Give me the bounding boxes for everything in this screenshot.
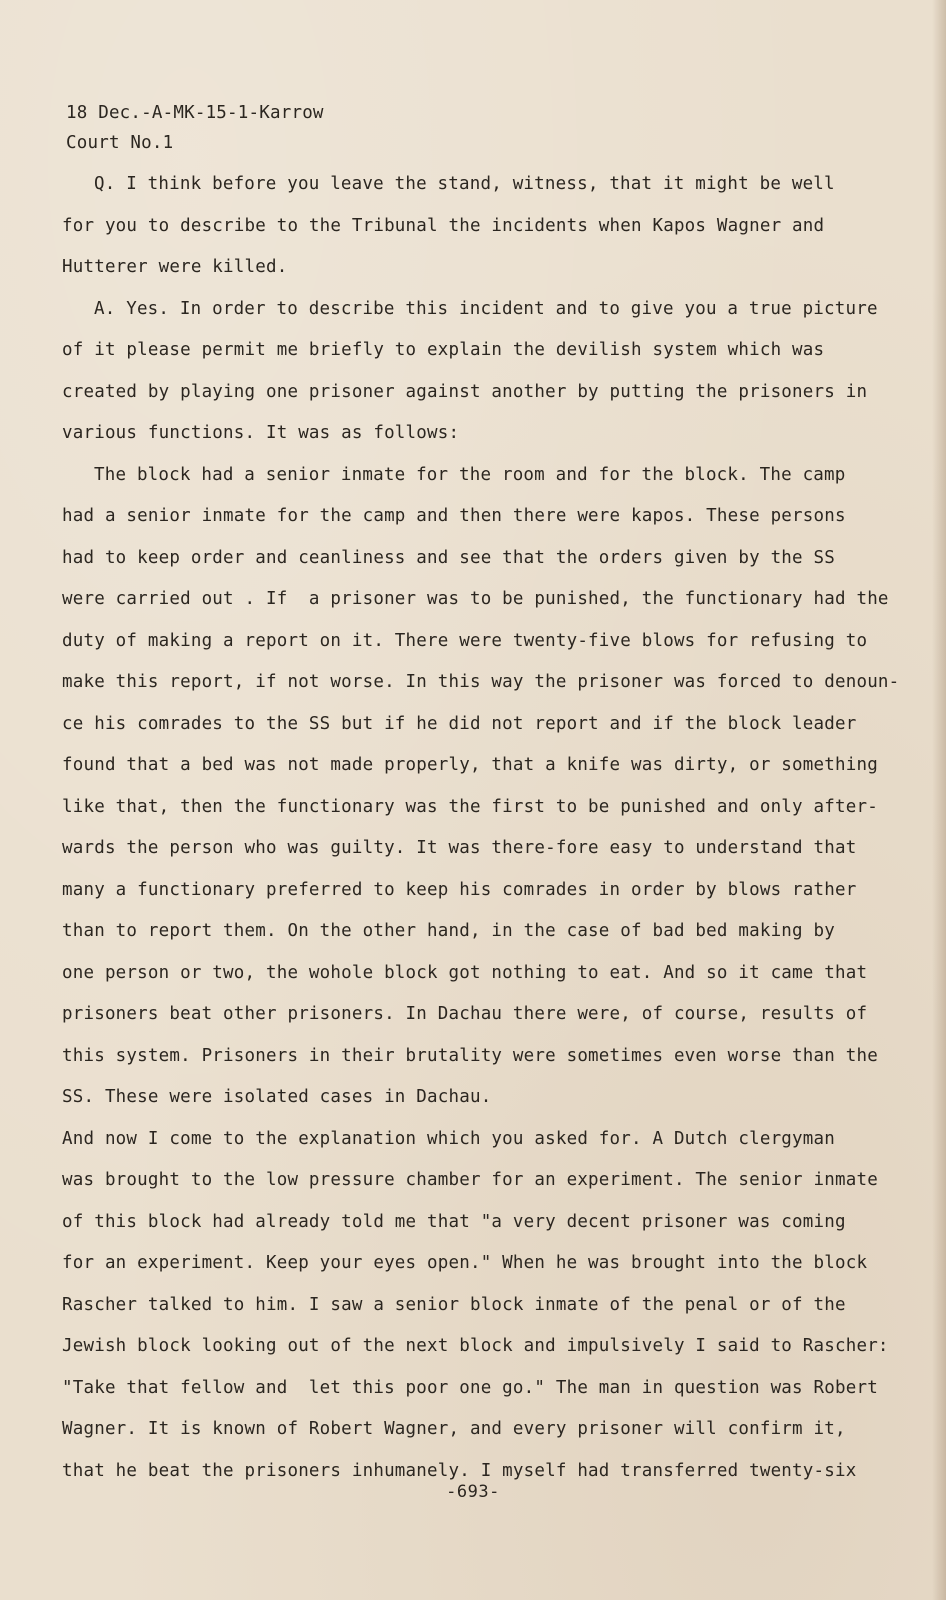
transcript-line: Jewish block looking out of the next block and impulsively I said to Rascher: bbox=[62, 1336, 889, 1356]
transcript-line: duty of making a report on it. There were twenty-five blows for refusing to bbox=[62, 630, 868, 651]
transcript-line: prisoners beat other prisoners. In Dachau there were, of course, results of bbox=[62, 1004, 868, 1024]
transcript-line: A. Yes. In order to describe this incident and to give you a true picture bbox=[94, 298, 878, 319]
transcript-line: was brought to the low pressure chamber for an experiment. The senior inmate bbox=[62, 1170, 878, 1190]
transcript-line: had to keep order and ceanliness and see that the orders given by the SS bbox=[62, 547, 835, 568]
transcript-line: for an experiment. Keep your eyes open." When he was brought into the block bbox=[62, 1253, 868, 1273]
transcript-line: And now I come to the explanation which you asked for. A Dutch clergyman bbox=[62, 1128, 835, 1149]
header-reference: 18 Dec.-A-MK-15-1-Karrow bbox=[66, 103, 324, 123]
transcript-line: like that, then the functionary was the first to be punished and only after- bbox=[62, 796, 878, 817]
transcript-line: of this block had already told me that "a very decent prisoner was coming bbox=[62, 1211, 846, 1232]
transcript-line: of it please permit me briefly to explain the devilish system which was bbox=[62, 340, 825, 360]
transcript-line: various functions. It was as follows: bbox=[62, 423, 460, 443]
transcript-line: The block had a senior inmate for the room and for the block. The camp bbox=[94, 464, 846, 485]
transcript-line: than to report them. On the other hand, in the case of bad bed making by bbox=[62, 921, 835, 941]
transcript-line: Hutterer were killed. bbox=[62, 257, 288, 277]
transcript-line: created by playing one prisoner against another by putting the prisoners in bbox=[62, 381, 868, 402]
page-edge-shadow bbox=[932, 0, 946, 1600]
transcript-line: were carried out . If a prisoner was to be punished, the functionary had the bbox=[62, 589, 889, 609]
transcript-line: for you to describe to the Tribunal the incidents when Kapos Wagner and bbox=[62, 215, 825, 236]
transcript-line: wards the person who was guilty. It was there-fore easy to understand that bbox=[62, 838, 857, 858]
transcript-line: Wagner. It is known of Robert Wagner, and every prisoner will confirm it, bbox=[62, 1419, 846, 1439]
page-number: -693- bbox=[446, 1482, 500, 1502]
transcript-line: this system. Prisoners in their brutality were sometimes even worse than the bbox=[62, 1045, 878, 1066]
transcript-line: make this report, if not worse. In this way the prisoner was forced to denoun- bbox=[62, 672, 900, 692]
transcript-line: many a functionary preferred to keep his comrades in order by blows rather bbox=[62, 879, 857, 900]
transcript-body bbox=[62, 164, 900, 1492]
transcript-line: ce his comrades to the SS but if he did not report and if the block leader bbox=[62, 713, 857, 734]
transcript-line: "Take that fellow and let this poor one go." The man in question was Robert bbox=[62, 1377, 878, 1398]
transcript-line: Rascher talked to him. I saw a senior block inmate of the penal or of the bbox=[62, 1294, 846, 1315]
transcript-line: that he beat the prisoners inhumanely. I myself had transferred twenty-six bbox=[62, 1460, 857, 1481]
transcript-line: one person or two, the wohole block got nothing to eat. And so it came that bbox=[62, 962, 868, 983]
transcript-line: SS. These were isolated cases in Dachau. bbox=[62, 1087, 492, 1107]
transcript-line: had a senior inmate for the camp and then there were kapos. These persons bbox=[62, 506, 846, 526]
transcript-line: found that a bed was not made properly, that a knife was dirty, or something bbox=[62, 755, 878, 775]
header-court: Court No.1 bbox=[66, 133, 174, 153]
transcript-line: Q. I think before you leave the stand, witness, that it might be well bbox=[94, 174, 835, 194]
document-header bbox=[66, 98, 324, 158]
